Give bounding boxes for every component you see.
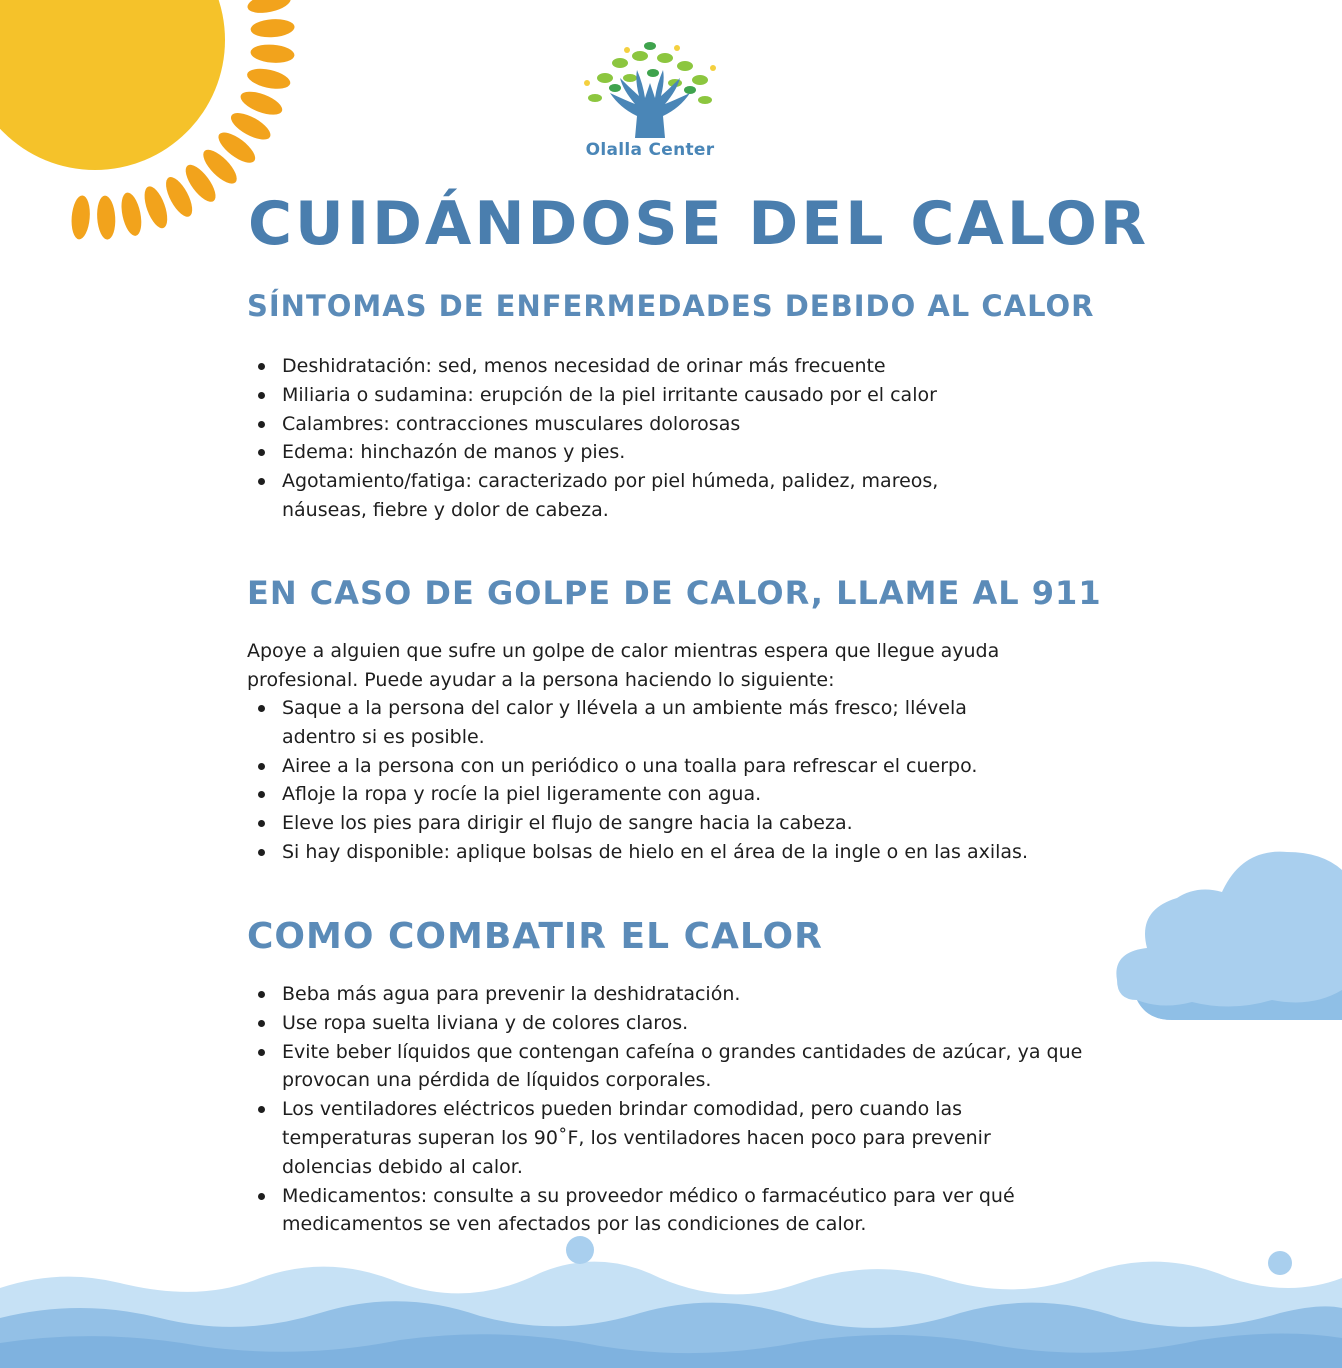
tree-hands-logo-icon <box>575 38 725 138</box>
sun-ray <box>118 191 145 238</box>
sun-ray <box>246 0 293 16</box>
logo-text: Olalla Center <box>585 140 715 160</box>
list-item-text: Calambres: contracciones musculares dolorosas <box>282 412 741 435</box>
bullet-icon <box>258 705 265 712</box>
list-item-text: Deshidratación: sed, menos necesidad de orinar más frecuente <box>282 355 886 377</box>
heatstroke-intro: Apoye a alguien que sufre un golpe de calor mientras espera que llegue ayuda profesional. Puede ayudar a la persona haciendo lo siguiente: <box>247 640 1000 691</box>
bullet-icon <box>258 991 265 998</box>
cloud-icon <box>1112 840 1342 1025</box>
bullet-icon <box>258 820 265 827</box>
bullet-icon <box>258 791 265 798</box>
list-item-text: Si hay disponible: aplique bolsas de hielo en el área de la ingle o en las axilas. <box>282 840 1028 863</box>
sun-ray <box>250 43 295 64</box>
combat-heat-list <box>255 980 1095 1239</box>
list-item <box>255 1009 1095 1038</box>
list-item <box>255 410 1095 439</box>
list-item <box>255 467 1022 525</box>
sun-ray <box>70 195 91 240</box>
list-item <box>255 694 1042 752</box>
list-item-text: Afloje la ropa y rocíe la piel ligeramente con agua. <box>282 783 762 806</box>
bullet-icon <box>258 421 265 428</box>
list-item <box>255 381 1095 410</box>
sun-ray <box>245 65 292 92</box>
list-item <box>255 809 1095 838</box>
bullet-icon <box>258 449 265 456</box>
logo <box>560 38 740 160</box>
list-item-text: Saque a la persona del calor y llévela a un ambiente más fresco; llévela adentro si es posible. <box>282 697 967 748</box>
list-item-text: Beba más agua para prevenir la deshidratación. <box>282 983 741 1005</box>
page-title: CUIDÁNDOSE DEL CALOR <box>248 189 1150 259</box>
bullet-icon <box>258 1106 265 1113</box>
list-item-text: Eleve los pies para dirigir el flujo de sangre hacia la cabeza. <box>282 812 853 835</box>
list-item <box>255 752 1095 781</box>
bullet-icon <box>258 392 265 399</box>
section-title-symptoms: SÍNTOMAS DE ENFERMEDADES DEBIDO AL CALOR <box>247 289 1095 323</box>
list-item-text: Agotamiento/fatiga: caracterizado por piel húmeda, palidez, mareos, náuseas, fiebre y dolor de cabeza. <box>282 470 939 521</box>
bullet-icon <box>258 849 265 856</box>
list-item <box>255 1095 1082 1181</box>
list-item-text: Miliaria o sudamina: erupción de la piel irritante causado por el calor <box>282 383 937 406</box>
list-item <box>255 980 1095 1009</box>
symptoms-list <box>255 352 1095 525</box>
bullet-icon <box>258 1049 265 1056</box>
sun-ray <box>96 195 117 240</box>
waves-icon <box>0 1228 1342 1368</box>
list-item <box>255 1038 1112 1096</box>
list-item <box>255 838 1095 867</box>
section-title-combat-heat: COMO COMBATIR EL CALOR <box>247 916 823 957</box>
sun-ray <box>250 18 295 39</box>
list-item <box>255 438 1095 467</box>
list-item-text: Evite beber líquidos que contengan cafeína o grandes cantidades de azúcar, ya que provocan una pérdida de líquidos corporales. <box>282 1040 1083 1092</box>
bullet-icon <box>258 478 265 485</box>
list-item-text: Medicamentos: consulte a su proveedor médico o farmacéutico para ver qué medicamentos se ven afectados por las condiciones de calor. <box>282 1184 1015 1236</box>
list-item <box>255 1182 1112 1240</box>
list-item-text: Los ventiladores eléctricos pueden brindar comodidad, pero cuando las temperaturas superan los 90˚F, los ventiladores hacen poco para prevenir dolencias debido al calor. <box>282 1098 991 1178</box>
bullet-icon <box>258 1193 265 1200</box>
list-item-text: Airee a la persona con un periódico o una toalla para refrescar el cuerpo. <box>282 754 978 777</box>
list-item <box>255 780 1095 809</box>
list-item-text: Edema: hinchazón de manos y pies. <box>282 441 626 464</box>
list-item-text: Use ropa suelta liviana y de colores claros. <box>282 1011 689 1034</box>
list-item <box>255 352 1095 381</box>
bullet-icon <box>258 1020 265 1027</box>
bullet-icon <box>258 763 265 770</box>
heatstroke-list <box>255 694 1095 867</box>
section-title-heatstroke: EN CASO DE GOLPE DE CALOR, LLAME AL 911 <box>247 574 1102 612</box>
bullet-icon <box>258 363 265 370</box>
